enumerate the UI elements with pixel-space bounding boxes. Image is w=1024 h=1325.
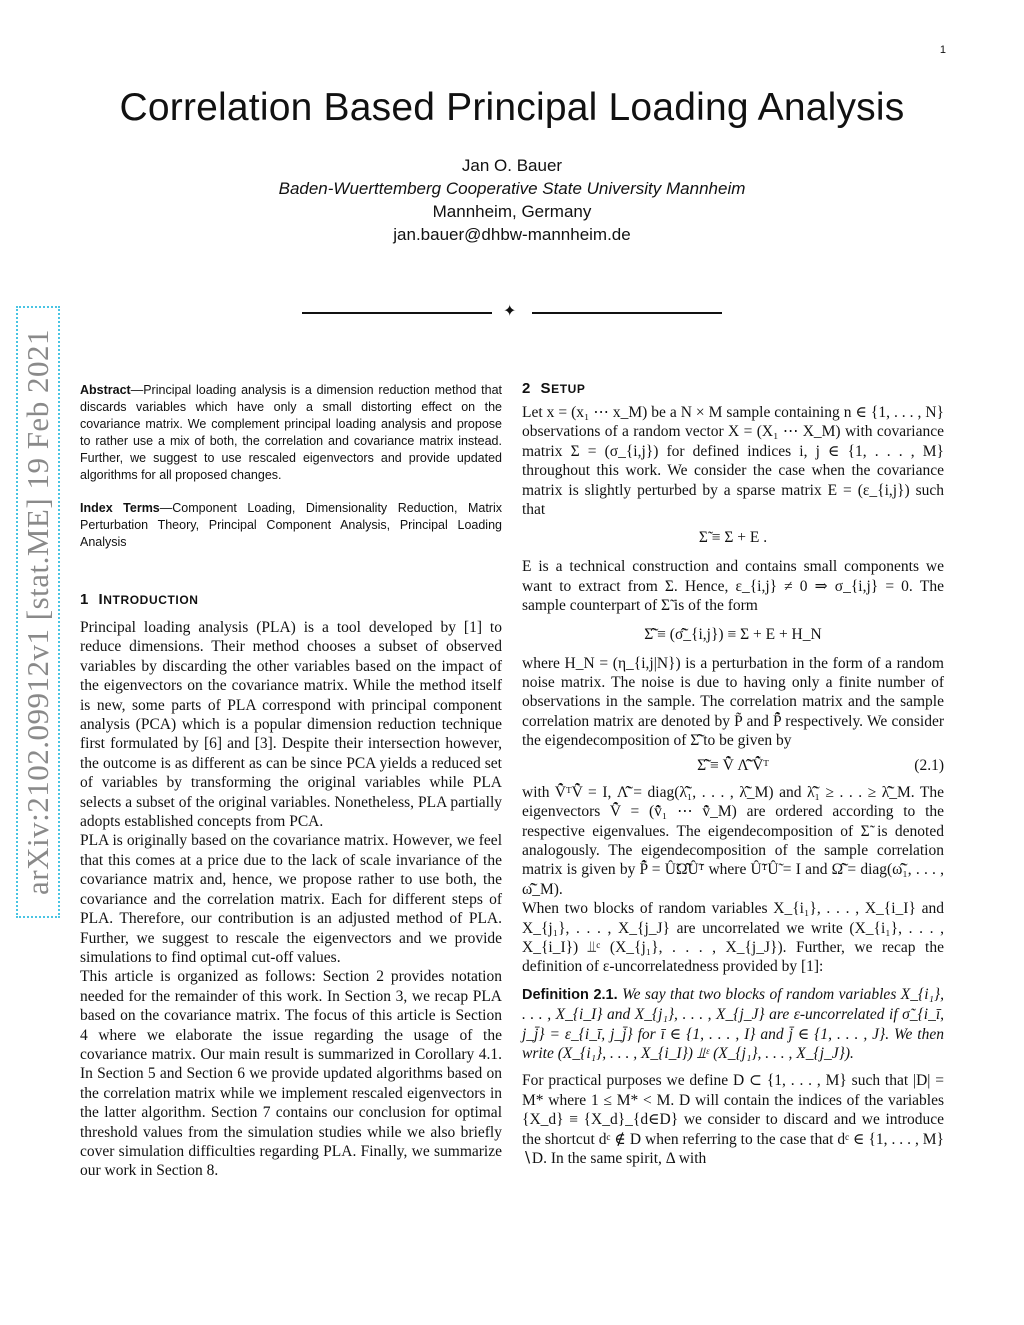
equation-number: (2.1) bbox=[914, 756, 944, 774]
paper-title: Correlation Based Principal Loading Analysis bbox=[119, 86, 905, 129]
equation-body: Σ̃̂ ≡ V̂̃ Λ̂̃ V̂̃ᵀ bbox=[697, 756, 769, 774]
setup-paragraph-5: When two blocks of random variables X_{i₁}, . . . , X_{i_I} and X_{j₁}, . . . , X_{j_J} are uncorrelated we write (X_{i₁}, . . . , X_{i_I}) ⫫ᶜ (X_{j₁}, . . . , X_{j_J}). Further, we recap the definition of ε-uncorrelatedness provided by [1]: bbox=[522, 900, 944, 976]
intro-paragraph-1: Principal loading analysis (PLA) is a tool developed by [1] to reduce dimensions. Their method chooses a subset of observed variables by discarding the other variables based on the impact of the eigenvectors on the covariance matrix. While the method itself is new, some parts of PLA correspond with principal component analysis (PCA) which is a popular dimension reduction technique first formulated by [6] and [3]. Despite their intersection however, the outcome is as different as can be since PCA yields a reduced set of variables by transforming the original variables while PLA selects a subset of the original variables. Nonetheless, PLA partially adopts established concepts from PCA. bbox=[80, 619, 502, 831]
right-column bbox=[522, 380, 944, 1168]
section-heading-setup bbox=[522, 380, 944, 397]
definition-text: We say that two blocks of random variables X_{i₁}, . . . , X_{i_I} and X_{j₁}, . . . , X_{j_J} are ε-uncorrelated if σ̃_{i_ī, j_j̄} = ε_{i_ī, j_j̄} for ī ∈ {1, . . . , I} and j̄ ∈ {1, . . . , J}. We then write (X_{i₁}, . . . , X_{i_I}) ⫫ᵋ (X_{j₁}, . . . , X_{j_J}). bbox=[522, 985, 944, 1062]
abstract-text: —Principal loading analysis is a dimension reduction method that discards variables which have only a small distorting effect on the covariance matrix. We complement principal loading analysis and propose to rather use a mix of both, the correlation and covariance matrix instead. Further, we suggest to use rescaled eigenvectors and provide updated algorithms for all proposed changes. bbox=[80, 383, 502, 482]
abstract-label: Abstract bbox=[80, 383, 131, 397]
author-name: Jan O. Bauer bbox=[461, 156, 563, 175]
author-email[interactable]: jan.bauer@dhbw-mannheim.de bbox=[393, 225, 631, 244]
author-block bbox=[0, 154, 1024, 246]
section-first-letter: S bbox=[540, 380, 552, 397]
equation-perturbed-covariance: Σ̃ ≡ Σ + E . bbox=[698, 529, 768, 547]
intro-paragraph-3: This article is organized as follows: Section 2 provides notation needed for the remainder of this work. In Section 3, we recap PLA based on the covariance matrix. The focus of this article is Section 4 where we elaborate the issue regarding the usage of the covariance matrix. Our main result is summarized in Corollary 4.1. In Section 5 and Section 6 we provide updated algorithms based on the correlation matrix while we implement rescaled eigenvectors in the latter algorithm. Section 7 contains our conclusion for optimal threshold values from the simulation studies while we also briefly cover simulation difficulties regarding PLA. Finally, we summarize our work in Section 8. bbox=[80, 968, 502, 1180]
separator-diamond-icon: ✦ bbox=[503, 303, 517, 320]
left-column bbox=[80, 382, 502, 1181]
setup-paragraph-4: with V̂̃ᵀV̂̃ = I, Λ̂̃ = diag(λ̂̃₁, . . . , λ̂̃_M) and λ̂̃₁ ≥ . . . ≥ λ̂̃_M. The eigenvectors V̂̃ = (v̂̃₁ ⋯ v̂̃_M) are ordered according to the respective eigenvalues. The eigendecomposition of Σ̃ is denoted analogously. The eigendecomposition of the sample correlation matrix is given by P̃̂ = Û̃Ω̂̃Û̃ᵀ where Û̃ᵀÛ̃ = I and Ω̂̃ = diag(ω̂̃₁, . . . , ω̂̃_M). bbox=[522, 783, 944, 898]
index-terms-text: —Component Loading, Dimensionality Reduction, Matrix Perturbation Theory, Principal Component Analysis, Principal Loading Analysis bbox=[80, 501, 502, 549]
index-terms-label: Index Terms bbox=[80, 501, 160, 515]
definition-2-1 bbox=[522, 985, 944, 1064]
setup-paragraph-1: Let x = (x₁ ⋯ x_M) be a N × M sample containing n ∈ {1, . . . , N} observations of a random vector X = (X₁ ⋯ X_M) with covariance matrix Σ = (σ_{i,j}) for defined indices i, j ∈ {1, . . . , M} throughout this work. We consider the case when the covariance matrix is slightly perturbed by a sparse matrix E = (ε_{i,j}) such that bbox=[522, 404, 944, 519]
arxiv-identifier: arXiv:2102.09912v1 [stat.ME] 19 Feb 2021 bbox=[20, 329, 55, 895]
equation-eigendecomposition bbox=[522, 757, 944, 775]
section-title-rest: NTRODUCTION bbox=[103, 593, 199, 607]
title-separator bbox=[302, 303, 722, 323]
setup-paragraph-3: where H_N = (η_{i,j|N}) is a perturbation in the form of a random noise matrix. The noise is due to having only a finite number of observations in the sample. The correlation matrix and the sample correlation matrix are denoted by P̃ and P̃̂ respectively. We consider the eigendecomposition of Σ̃̂ to be given by bbox=[522, 654, 944, 750]
abstract bbox=[80, 382, 502, 484]
separator-line-left bbox=[302, 312, 492, 314]
page-number: 1 bbox=[939, 44, 946, 56]
section-number: 1 bbox=[80, 591, 89, 608]
author-affiliation: Baden-Wuerttemberg Cooperative State University Mannheim bbox=[278, 179, 746, 198]
setup-paragraph-2: E is a technical construction and contains small components we want to extract from Σ. Hence, ε_{i,j} ≠ 0 ⇒ σ_{i,j} = 0. The sample counterpart of Σ̃ is of the form bbox=[522, 558, 944, 615]
author-location: Mannheim, Germany bbox=[432, 202, 592, 221]
intro-paragraph-2: PLA is originally based on the covariance matrix. However, we feel that this comes at a price due to the lack of scale invariance of the covariance matrix and, hence, we propose rather to use both, the covariance and the correlation matrix. Each for different steps of PLA. Therefore, our contribution is an adjusted method of PLA. Further, we suggest to rescale the eigenvectors and we provide simulations to find optimal cut-off values. bbox=[80, 832, 502, 966]
section-heading-introduction bbox=[80, 591, 502, 608]
equation-sample-covariance: Σ̃̂ ≡ (σ̃̂_{i,j}) ≡ Σ + E + H_N bbox=[644, 625, 822, 643]
section-first-letter: I bbox=[98, 591, 104, 608]
index-terms bbox=[80, 500, 502, 551]
section-number: 2 bbox=[522, 380, 531, 397]
section-title-rest: ETUP bbox=[551, 382, 586, 396]
setup-paragraph-6: For practical purposes we define D ⊂ {1, . . . , M} such that |D| = M* where 1 ≤ M* < M. D will contain the indices of the variables {X_d} ≡ {X_d}_{d∈D} we consider to discard and we introduce the shortcut dᶜ ∉ D when referring to the case that dᶜ ∈ {1, . . . , M}∖D. In the same spirit, Δ with bbox=[522, 1072, 944, 1167]
separator-line-right bbox=[532, 312, 722, 314]
arxiv-stamp[interactable] bbox=[16, 306, 60, 918]
definition-label: Definition 2.1. bbox=[522, 986, 618, 1003]
